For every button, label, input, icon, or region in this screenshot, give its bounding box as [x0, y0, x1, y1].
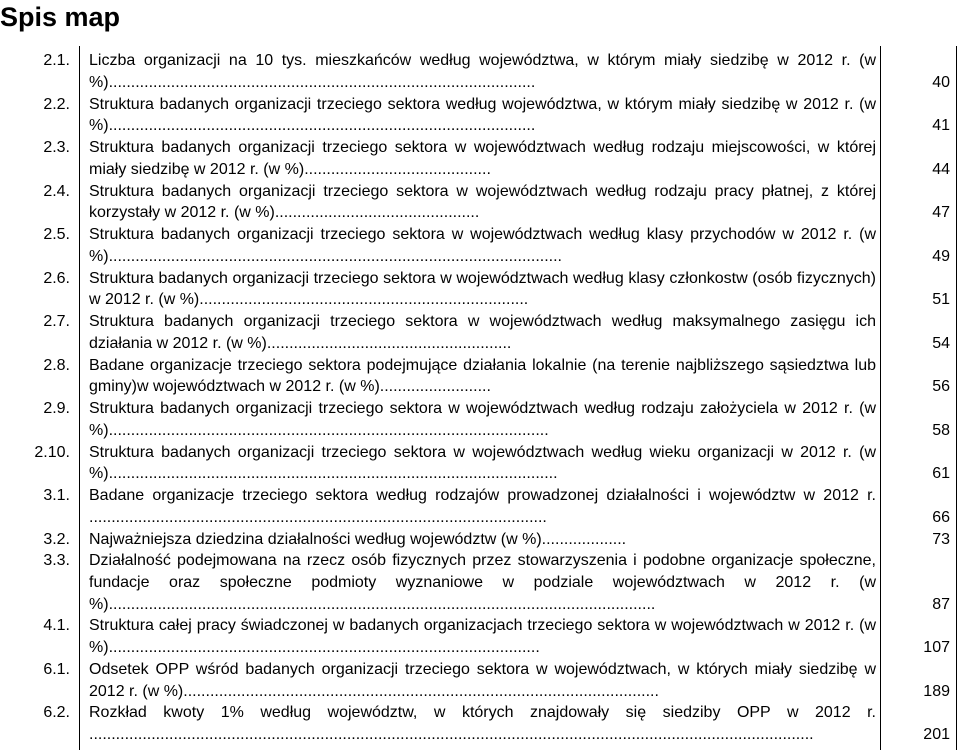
entry-title	[89, 181, 876, 224]
toc-entry[interactable]	[0, 485, 960, 529]
leader-dots: ...................................................................................................................................................................	[89, 726, 814, 744]
entry-page-number: 51	[932, 291, 950, 309]
entry-number: 6.2.	[43, 704, 70, 722]
entry-page-number: 189	[923, 682, 950, 700]
entry-title	[89, 659, 876, 702]
entry-number: 2.8.	[43, 356, 70, 374]
entry-page-number: 87	[932, 595, 950, 613]
entry-number: 2.10.	[34, 443, 70, 461]
toc-entry[interactable]	[0, 268, 960, 312]
leader-dots: ..............................................	[274, 204, 480, 222]
toc-entry[interactable]	[0, 702, 960, 746]
entry-title-text: Liczba organizacji na 10 tys. mieszkańców według województwa, w którym miały siedzibę w 2012 r. (w %)	[89, 52, 876, 91]
toc-entry[interactable]	[0, 94, 960, 138]
entry-page-number: 201	[923, 726, 950, 744]
entry-page-number: 66	[932, 508, 950, 526]
toc-entry[interactable]	[0, 529, 960, 551]
entry-number: 2.4.	[43, 182, 70, 200]
toc-entry[interactable]	[0, 550, 960, 615]
leader-dots: .........................	[379, 378, 491, 396]
entry-title-text: Struktura badanych organizacji trzeciego sektora w województwach według maksymalnego zasięgu ich działania w 2012 r. (w %)	[89, 313, 876, 352]
entry-title-text: Struktura badanych organizacji trzeciego sektora według województwa, w którym miały siedzibę w 2012 r. (w %)	[89, 95, 876, 135]
leader-dots: .......................................................	[266, 334, 512, 352]
entry-title	[89, 50, 876, 93]
entry-page-number: 40	[932, 73, 950, 91]
entry-title-text: Struktura badanych organizacji trzeciego sektora w województwach według rodzaju założyciela w 2012 r. (w %)	[89, 400, 876, 439]
entry-page-number: 73	[932, 530, 950, 548]
leader-dots: ..........................................................................	[199, 291, 529, 309]
entry-number: 2.7.	[43, 313, 70, 330]
leader-dots: ................................................................................................	[108, 73, 536, 91]
entry-number: 3.2.	[43, 530, 70, 548]
leader-dots: .....................................................................................................	[108, 465, 558, 483]
entry-title	[89, 94, 876, 137]
toc-entries	[0, 50, 960, 746]
entry-number: 2.6.	[43, 269, 70, 287]
leader-dots: ...................	[541, 530, 627, 548]
toc-entry[interactable]	[0, 355, 960, 399]
leader-dots: .................................................................................................	[108, 639, 540, 657]
leader-dots: ..........................................	[304, 160, 491, 178]
entry-title-text: Struktura całej pracy świadczonej w badanych organizacjach trzeciego sektora w województwach w 2012 r. (w %)	[89, 617, 876, 657]
entry-title	[89, 224, 876, 267]
page-title: Spis map	[0, 2, 121, 32]
entry-number: 3.3.	[43, 552, 70, 570]
entry-page-number: 49	[932, 247, 950, 265]
entry-title	[89, 529, 876, 551]
entry-title-text: Odsetek OPP wśród badanych organizacji trzeciego sektora w województwach, w których miały siedzibę w 2012 r. (w %)	[89, 660, 876, 700]
toc-entry[interactable]	[0, 659, 960, 703]
leader-dots: ...........................................................................................................	[183, 682, 659, 700]
entry-page-number: 41	[932, 117, 950, 135]
leader-dots: .......................................................................................................	[89, 508, 547, 526]
entry-number: 2.5.	[43, 226, 70, 243]
entry-page-number: 44	[932, 160, 950, 178]
entry-title-text: Badane organizacje trzeciego sektora według rodzajów prowadzonej działalności i województw w 2012 r.	[89, 487, 876, 504]
entry-number: 2.2.	[43, 95, 70, 113]
toc-entry[interactable]	[0, 398, 960, 442]
entry-number: 2.1.	[43, 52, 70, 69]
entry-title	[89, 550, 876, 615]
toc-entry[interactable]	[0, 50, 960, 94]
entry-title	[89, 615, 876, 658]
entry-title-text: Działalność podejmowana na rzecz osób fizycznych przez stowarzyszenia i podobne organizacje społeczne, fundacje oraz społeczne podmioty wyznaniowe w podziale województwach w 2012 r. (w %)	[89, 552, 876, 613]
entry-title	[89, 311, 876, 354]
entry-page-number: 58	[932, 421, 950, 439]
toc-entry[interactable]	[0, 137, 960, 181]
entry-number: 4.1.	[43, 617, 70, 635]
entry-title	[89, 442, 876, 485]
map-list-table	[0, 46, 960, 750]
entry-page-number: 107	[923, 639, 950, 657]
toc-entry[interactable]	[0, 224, 960, 268]
entry-title	[89, 398, 876, 441]
leader-dots: ...........................................................................................................................	[108, 595, 656, 613]
entry-page-number: 54	[932, 334, 950, 352]
leader-dots: ...................................................................................................	[108, 421, 549, 439]
toc-entry[interactable]	[0, 311, 960, 355]
entry-title-text: Struktura badanych organizacji trzeciego sektora w województwach według klasy przychodów w 2012 r. (w %)	[89, 226, 876, 265]
toc-entry[interactable]	[0, 615, 960, 659]
entry-number: 3.1.	[43, 487, 70, 504]
entry-title	[89, 702, 876, 745]
leader-dots: ......................................................................................................	[108, 247, 562, 265]
entry-number: 2.9.	[43, 400, 70, 417]
toc-entry[interactable]	[0, 442, 960, 486]
entry-title-text: Struktura badanych organizacji trzeciego sektora w województwach według klasy członkostw (osób fizycznych) w 2012 r. (w %)	[89, 269, 876, 309]
entry-title	[89, 355, 876, 398]
entry-number: 6.1.	[43, 660, 70, 678]
entry-title-text: Badane organizacje trzeciego sektora podejmujące działania lokalnie (na terenie najbliższego sąsiedztwa lub gminy)w województwach w 2012 r. (w %)	[89, 356, 876, 396]
entry-title	[89, 268, 876, 311]
entry-number: 2.3.	[43, 139, 70, 156]
entry-title-text: Rozkład kwoty 1% według województw, w których znajdowały się siedziby OPP w 2012 r.	[89, 704, 876, 722]
entry-page-number: 47	[932, 204, 950, 222]
entry-title-text: Najważniejsza dziedzina działalności według województw (w %)	[89, 530, 542, 548]
toc-entry[interactable]	[0, 181, 960, 225]
entry-title-text: Struktura badanych organizacji trzeciego sektora w województwach według rodzaju pracy płatnej, z której korzystały w 2012 r. (w %)	[89, 182, 876, 222]
entry-title-text: Struktura badanych organizacji trzeciego sektora w województwach według wieku organizacji w 2012 r. (w %)	[89, 443, 876, 483]
entry-title	[89, 137, 876, 180]
entry-page-number: 61	[932, 465, 950, 483]
entry-page-number: 56	[932, 378, 950, 396]
entry-title	[89, 485, 876, 528]
leader-dots: ................................................................................................	[108, 117, 536, 135]
entry-title-text: Struktura badanych organizacji trzeciego sektora w województwach według rodzaju miejscowości, w której miały siedzibę w 2012 r. (w %)	[89, 139, 876, 178]
